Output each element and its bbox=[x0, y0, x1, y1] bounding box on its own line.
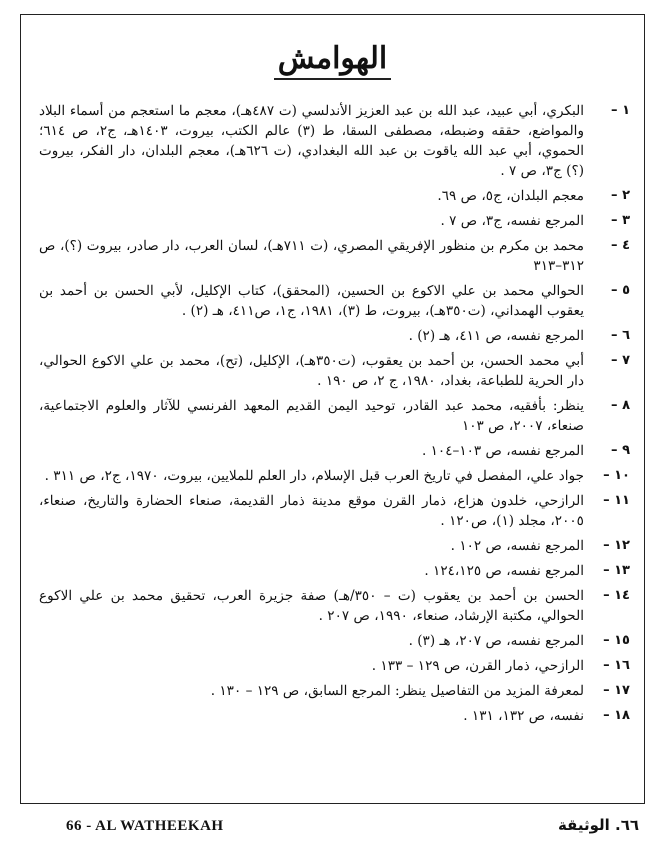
footnote bbox=[39, 656, 630, 676]
footnote bbox=[39, 326, 630, 346]
footnote bbox=[39, 351, 630, 391]
footnote-text: لمعرفة المزيد من التفاصيل ينظر: المرجع السابق، ص ١٢٩ – ١٣٠ . bbox=[210, 683, 584, 699]
footnote-text: الحوالي محمد بن علي الاكوع بن الحسين، (المحقق)، كتاب الإكليل، لأبي الحسن بن أحمد بن يعقوب الهمداني، (ت٣٥٠هـ)، بيروت، ط (٣)، ١٩٨١، ج١، ص٤١١، هـ (٢) . bbox=[39, 283, 584, 319]
footnote bbox=[39, 586, 630, 626]
footnote-text: الرازحي، خلدون هزاع، ذمار القرن موقع مدينة ذمار القديمة، صنعاء الحضارة والتاريخ، صنعاء، ٢٠٠٥، مجلد (١)، ص١٢٠ . bbox=[39, 493, 584, 529]
footnote-text: جواد علي، المفصل في تاريخ العرب قبل الإسلام، دار العلم للملايين، بيروت، ١٩٧٠، ج٢، ص ٣١١ . bbox=[44, 468, 584, 484]
footnote-text: محمد بن مكرم بن منظور الإفريقي المصري، (ت ٧١١هـ)، لسان العرب، دار صادر، بيروت (؟)، ص ٣١٢–٣١٣ bbox=[39, 238, 585, 274]
page-footer bbox=[22, 818, 647, 842]
page-frame bbox=[20, 14, 645, 804]
footnote bbox=[39, 466, 630, 486]
footnote bbox=[39, 396, 630, 436]
footer-journal-latin: 66 - AL WATHEEKAH bbox=[66, 818, 224, 834]
page-title bbox=[21, 41, 644, 80]
footnote-number: ٨ – bbox=[611, 398, 630, 413]
footnote bbox=[39, 536, 630, 556]
footnote-number: ٩ – bbox=[611, 443, 630, 458]
footnote-number: ٦ – bbox=[611, 328, 630, 343]
footnote bbox=[39, 281, 630, 321]
footnote bbox=[39, 706, 630, 726]
footnote bbox=[39, 101, 630, 181]
footnote-number: ١ – bbox=[611, 103, 630, 118]
footnote-number: ٤ – bbox=[611, 238, 630, 253]
footnote-number: ١٢ – bbox=[603, 538, 630, 553]
footnote-number: ١٨ – bbox=[603, 708, 630, 723]
footnote-number: ١١ – bbox=[603, 493, 630, 508]
footnote bbox=[39, 561, 630, 581]
footnote-number: ١٠ – bbox=[603, 468, 630, 483]
footnote-text: المرجع نفسه، ج٣، ص ٧ . bbox=[440, 213, 584, 229]
footnote bbox=[39, 631, 630, 651]
footnote bbox=[39, 186, 630, 206]
footnote bbox=[39, 491, 630, 531]
footer-journal-arabic: ٦٦. الوثيقة bbox=[557, 816, 639, 834]
footnote-number: ٥ – bbox=[611, 283, 630, 298]
footnote-text: المرجع نفسه، ص ٤١١، هـ (٢) . bbox=[408, 328, 584, 344]
footnote-number: ١٥ – bbox=[603, 633, 630, 648]
footnote-text: الرازحي، ذمار القرن، ص ١٢٩ – ١٣٣ . bbox=[371, 658, 584, 674]
footnote-text: أبي محمد الحسن، بن أحمد بن يعقوب، (ت٣٥٠هـ)، الإكليل، (تح)، محمد بن علي الاكوع الحوالي، دار الحرية للطباعة، بغداد، ١٩٨٠، ج ٢، ص ١٩٠ . bbox=[39, 353, 584, 389]
footnote bbox=[39, 211, 630, 231]
footnote-number: ١٤ – bbox=[603, 588, 630, 603]
footnote-number: ٣ – bbox=[611, 213, 630, 228]
footnote bbox=[39, 681, 630, 701]
footnote-number: ١٦ – bbox=[603, 658, 630, 673]
footnote-number: ٢ – bbox=[611, 188, 630, 203]
footnote bbox=[39, 441, 630, 461]
footnote-text: المرجع نفسه، ص ٢٠٧، هـ (٣) . bbox=[408, 633, 584, 649]
footnote-text: المرجع نفسه، ص ١٠٣–١٠٤ . bbox=[421, 443, 584, 459]
footnote-text: البكري، أبي عبيد، عبد الله بن عبد العزيز الأندلسي (ت ٤٨٧هـ)، معجم ما استعجم من أسماء البلاد والمواضع، حققه وضبطه، مصطفى السقا، ط (٣) عالم الكتب، بيروت، ١٤٠٣هـ، ج٢، ص ٦١٤؛ الحموي، أبي عبد الله ياقوت بن عبد الله البغدادي، (ت ٦٢٦هـ)، معجم البلدان، دار الفكر، بيروت (؟) ج٣، ص ٧ . bbox=[39, 103, 585, 179]
page-title-text: الهوامش bbox=[274, 41, 391, 80]
footnote-text: المرجع نفسه، ص ١٢٤،١٢٥ . bbox=[424, 563, 584, 579]
footnote-text: ينظر: بأفقيه، محمد عبد القادر، توحيد اليمن القديم المعهد الفرنسي للآثار والعلوم الاجتماعية، صنعاء، ٢٠٠٧، ص ١٠٣ bbox=[39, 398, 584, 434]
footnote-number: ١٧ – bbox=[603, 683, 630, 698]
footnote-text: نفسه، ص ١٣٢، ١٣١ . bbox=[463, 708, 584, 724]
footnote-number: ٧ – bbox=[611, 353, 630, 368]
footnote-text: معجم البلدان، ج٥، ص ٦٩. bbox=[437, 188, 584, 204]
footnote-number: ١٣ – bbox=[603, 563, 630, 578]
footnote-text: الحسن بن أحمد بن يعقوب (ت – ٣٥٠/هـ) صفة جزيرة العرب، تحقيق محمد بن علي الاكوع الحوالي، مكتبة الإرشاد، صنعاء، ١٩٩٠، ص ٢٠٧ . bbox=[39, 588, 584, 624]
footnotes-list bbox=[39, 101, 630, 731]
footnote bbox=[39, 236, 630, 276]
footnote-text: المرجع نفسه، ص ١٠٢ . bbox=[450, 538, 584, 554]
